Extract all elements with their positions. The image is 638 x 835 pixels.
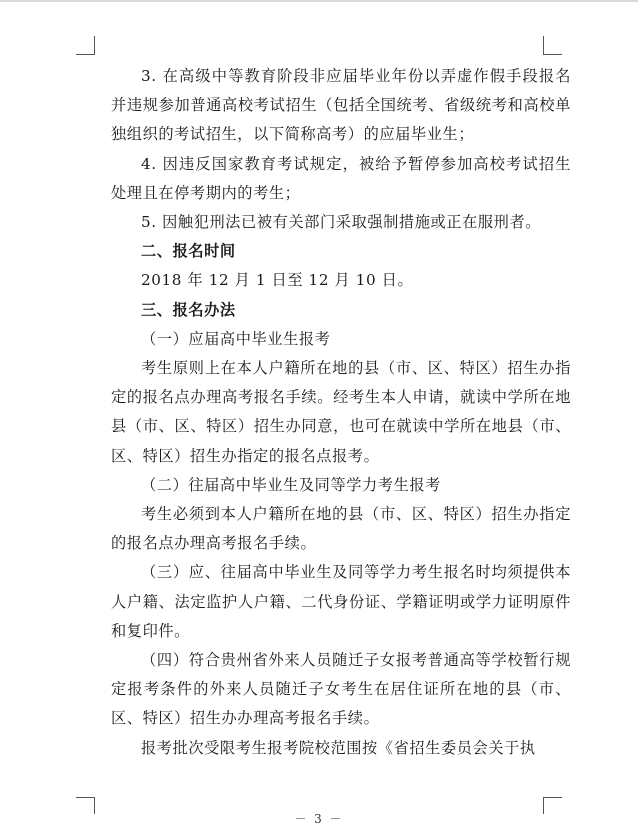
paragraph-registration-dates: 2018 年 12 月 1 日至 12 月 10 日。 [141, 271, 414, 290]
section-heading-registration-method: 三、报名办法 [141, 300, 236, 319]
page-number: － 3 － [294, 812, 344, 826]
paragraph-item-4: 4. 因违反国家教育考试规定，被给予暂停参加高校考试招生处理且在停考期内的考生； [111, 154, 571, 202]
crop-mark-top-right [543, 36, 562, 55]
paragraph-required-documents: （三）应、往届高中毕业生及同等学力考生报名时均须提供本人户籍、法定监护人户籍、二代身份证、学籍证明或学力证明原件和复印件。 [111, 563, 571, 640]
paragraph-item-5: 5. 因触犯刑法已被有关部门采取强制措施或正在服刑者。 [141, 213, 542, 232]
document-body [111, 62, 571, 763]
subheading-current-graduates: （一）应届高中毕业生报考 [141, 329, 331, 348]
crop-mark-top-left [76, 36, 95, 55]
paragraph-migrant-children: （四）符合贵州省外来人员随迁子女报考普通高等学校暂行规定报考条件的外来人员随迁子女考生在居住证所在地的县（市、区、特区）招生办办理高考报名手续。 [111, 651, 571, 728]
paragraph-current-graduates: 考生原则上在本人户籍所在地的县（市、区、特区）招生办指定的报名点办理高考报名手续。经考生本人申请，就读中学所在地县（市、区、特区）招生办同意，也可在就读中学所在地县（市、区、特区）招生办指定的报名点报考。 [111, 359, 571, 465]
subheading-previous-graduates: （二）往届高中毕业生及同等学力考生报考 [141, 475, 441, 494]
top-border [0, 0, 638, 2]
paragraph-restricted-batch: 报考批次受限考生报考院校范围按《省招生委员会关于执 [141, 738, 536, 757]
paragraph-previous-graduates: 考生必须到本人户籍所在地的县（市、区、特区）招生办指定的报名点办理高考报名手续。 [111, 505, 571, 553]
section-heading-registration-time: 二、报名时间 [141, 242, 236, 261]
paragraph-item-3: 3. 在高级中等教育阶段非应届毕业年份以弄虚作假手段报名并违规参加普通高校考试招生（包括全国统考、省级统考和高校单独组织的考试招生，以下简称高考）的应届毕业生； [111, 67, 571, 144]
